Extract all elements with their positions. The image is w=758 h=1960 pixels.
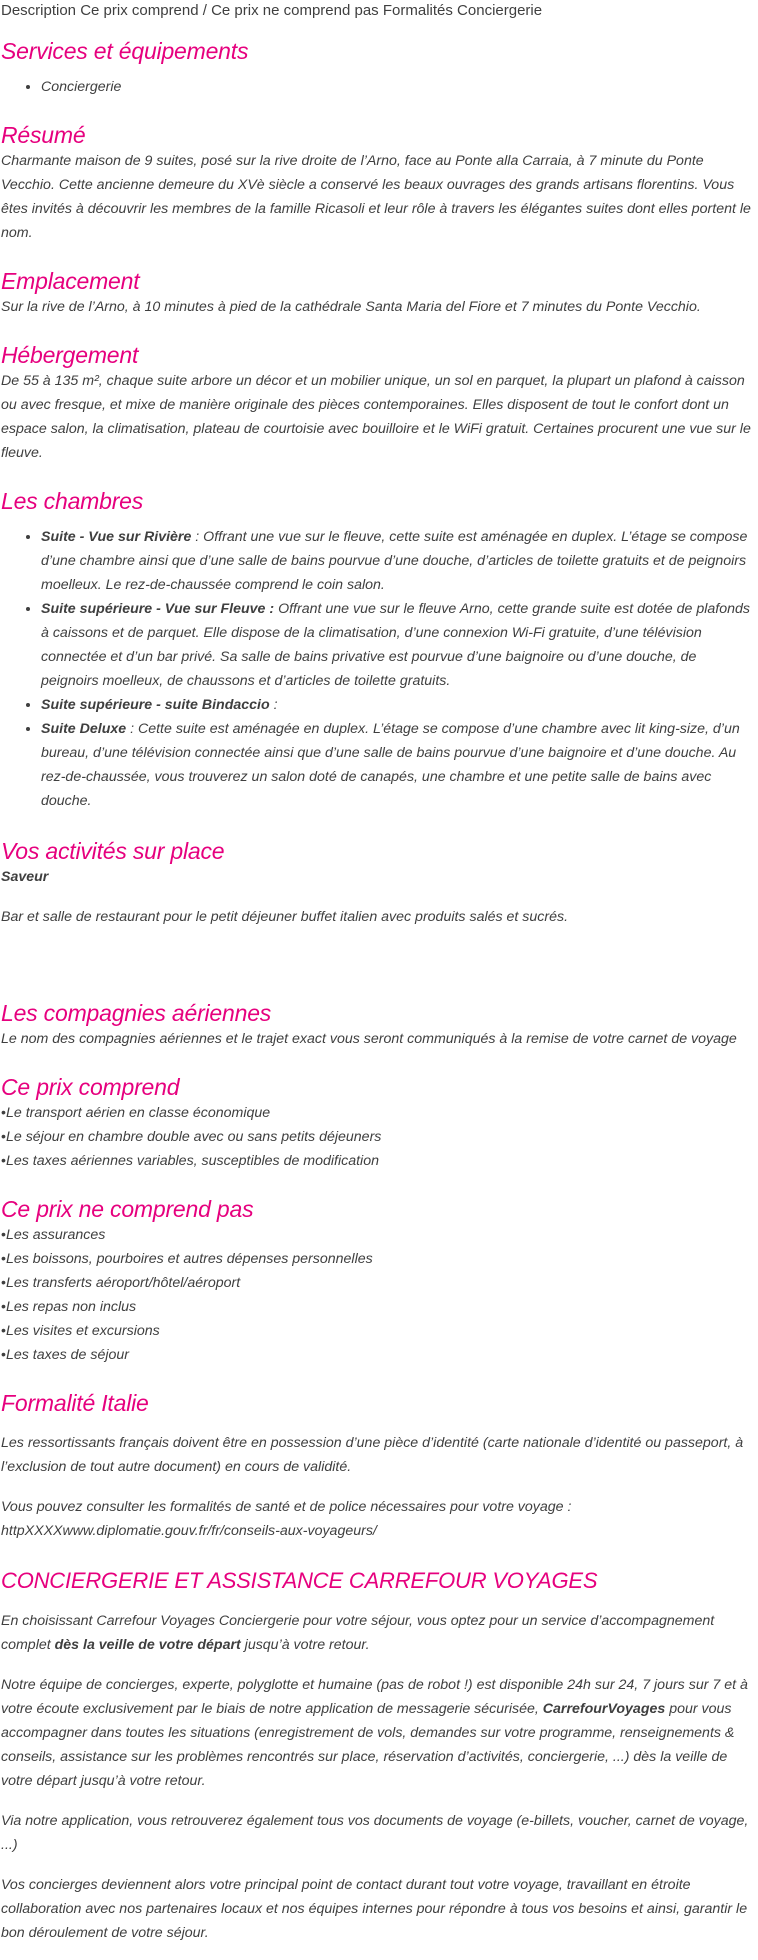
- excluded-item: • Les transferts aéroport/hôtel/aéroport: [1, 1271, 756, 1295]
- concierge-title: CONCIERGERIE ET ASSISTANCE CARREFOUR VOYAGES: [1, 1568, 598, 1593]
- room-desc: :: [269, 697, 278, 713]
- room-item: [41, 717, 756, 813]
- lodging-text: De 55 à 135 m², chaque suite arbore un décor et un mobilier unique, un sol en parquet, la plupart un plafond à caisson ou avec fresque, et mixe de manière originale des pièces contemporaines. Elles disposent de tout le confort dont un espace salon, la climatisation, plateau de courtoisie avec bouilloire et le WiFi gratuit. Certaines procurent une vue sur le fleuve.: [1, 373, 751, 461]
- airlines-text: Le nom des compagnies aériennes et le trajet exact vous seront communiqués à la remise de votre carnet de voyage: [1, 1031, 737, 1047]
- tab-formalities[interactable]: Formalités: [382, 2, 453, 19]
- included-item: • Le transport aérien en classe économique: [1, 1101, 756, 1125]
- room-name: Suite Deluxe: [41, 721, 127, 737]
- included-item: • Les taxes aériennes variables, susceptibles de modification: [1, 1149, 756, 1173]
- tab-bar: [1, 0, 756, 21]
- included-title: Ce prix comprend: [1, 1074, 180, 1100]
- room-item: [41, 693, 756, 717]
- excluded-item: • Les taxes de séjour: [1, 1343, 756, 1367]
- concierge-text-2-c: pour vous accompagner dans toutes les situations (enregistrement de vols, demandes sur votre programme, renseignements & conseils, assistance sur les problèmes rencontrés sur place, réservation d’activités, conciergerie, ...) dès la veille de votre départ jusqu’à votre retour.: [1, 1701, 735, 1789]
- services-item: • Conciergerie: [41, 75, 756, 99]
- room-name: Suite - Vue sur Rivière: [41, 529, 192, 545]
- diplomatie-link[interactable]: httpXXXXwww.diplomatie.gouv.fr/fr/conseils-aux-voyageurs/: [1, 1523, 377, 1539]
- concierge-text-2: [1, 1673, 756, 1793]
- room-desc: : Cette suite est aménagée en duplex. L’étage se compose d’une chambre avec lit king-size, d’un bureau, d’une télévision connectée ainsi que d’une salle de bains pourvue d’une baignoire et d’une douche. Au rez-de-chaussée, vous trouverez un salon doté de canapés, une chambre et une petite salle de bains avec douche.: [41, 721, 740, 809]
- excluded-item: • Les assurances: [1, 1223, 756, 1247]
- concierge-text-1-bold: dès la veille de votre départ: [54, 1637, 241, 1653]
- services-title: Services et équipements: [1, 38, 249, 64]
- room-desc: : Offrant une vue sur le fleuve, cette suite est aménagée en duplex. L’étage se compose d’une chambre ainsi que d’une salle de bains pourvue d’une douche, d’articles de toilette gratuits et de peignoirs moelleux. Le rez-de-chaussée comprend le coin salon.: [41, 529, 748, 593]
- excluded-item: • Les visites et excursions: [1, 1319, 756, 1343]
- concierge-text-2-bold: CarrefourVoyages: [542, 1701, 666, 1717]
- tab-includes[interactable]: Ce prix comprend / Ce prix ne comprend pas: [80, 2, 379, 19]
- formalities-text-2-line: Vous pouvez consulter les formalités de santé et de police nécessaires pour votre voyage :: [1, 1499, 572, 1515]
- concierge-text-2-a: Notre équipe de concierges, experte, polyglotte et humaine (pas de robot !) est disponible 24h sur 24, 7 jours sur 7 et à votre écoute exclusivement par le biais de notre application de messagerie sécurisée,: [1, 1677, 748, 1717]
- formalities-text-1: Les ressortissants français doivent être en possession d’une pièce d’identité (carte nationale d’identité ou passeport, à l’exclusion de tout autre document) en cours de validité.: [1, 1435, 744, 1475]
- excluded-item: • Les boissons, pourboires et autres dépenses personnelles: [1, 1247, 756, 1271]
- activities-title: Vos activités sur place: [1, 838, 225, 864]
- tab-concierge[interactable]: Conciergerie: [457, 2, 543, 19]
- airlines-title: Les compagnies aériennes: [1, 1000, 272, 1026]
- excluded-list: [1, 1223, 756, 1367]
- concierge-text-3: Via notre application, vous retrouverez également tous vos documents de voyage (e-billets, voucher, carnet de voyage, ...): [1, 1813, 749, 1853]
- services-list: [1, 75, 756, 99]
- concierge-text-1-a: En choisissant Carrefour Voyages Conciergerie pour votre séjour, vous optez pour un service d’accompagnement complet: [1, 1613, 715, 1653]
- activities-subtitle: Saveur: [1, 869, 49, 885]
- room-item: [41, 525, 756, 597]
- included-item: • Le séjour en chambre double avec ou sans petits déjeuners: [1, 1125, 756, 1149]
- room-desc: Offrant une vue sur le fleuve Arno, cette grande suite est dotée de plafonds à caissons et de parquet. Elle dispose de la climatisation, d’une connexion Wi-Fi gratuite, d’une télévision connectée et d’un bar privé. Sa salle de bains privative est pourvue d’une baignoire ou d’une douche, de peignoirs moelleux, de chaussons et d’articles de toilette gratuits.: [41, 601, 750, 689]
- included-list: [1, 1101, 756, 1173]
- formalities-title: Formalité Italie: [1, 1390, 149, 1416]
- location-title: Emplacement: [1, 268, 140, 294]
- rooms-list: [1, 525, 756, 813]
- lodging-title: Hébergement: [1, 342, 139, 368]
- excluded-item: • Les repas non inclus: [1, 1295, 756, 1319]
- location-text: Sur la rive de l’Arno, à 10 minutes à pied de la cathédrale Santa Maria del Fiore et 7 minutes du Ponte Vecchio.: [1, 299, 701, 315]
- rooms-title: Les chambres: [1, 488, 144, 514]
- concierge-text-1: [1, 1609, 756, 1657]
- concierge-text-1-c: jusqu’à votre retour.: [240, 1637, 370, 1653]
- concierge-text-4: Vos concierges deviennent alors votre principal point de contact durant tout votre voyage, travaillant en étroite collaboration avec nos partenaires locaux et nos équipes internes pour répondre à tous vos besoins et ainsi, garantir le bon déroulement de votre séjour.: [1, 1877, 748, 1941]
- room-name: Suite supérieure - Vue sur Fleuve :: [41, 601, 275, 617]
- excluded-title: Ce prix ne comprend pas: [1, 1196, 254, 1222]
- activities-text: Bar et salle de restaurant pour le petit déjeuner buffet italien avec produits salés et sucrés.: [1, 909, 569, 925]
- summary-title: Résumé: [1, 122, 86, 148]
- room-item: [41, 597, 756, 693]
- formalities-text-2: [1, 1495, 756, 1543]
- tab-description[interactable]: Description: [1, 2, 77, 19]
- summary-text: Charmante maison de 9 suites, posé sur la rive droite de l’Arno, face au Ponte alla Carraia, à 7 minute du Ponte Vecchio. Cette ancienne demeure du XVè siècle a conservé les beaux ouvrages des grands artisans florentins. Vous êtes invités à découvrir les membres de la famille Ricasoli et leur rôle à travers les élégantes suites dont elles portent le nom.: [1, 153, 751, 241]
- room-name: Suite supérieure - suite Bindaccio: [41, 697, 270, 713]
